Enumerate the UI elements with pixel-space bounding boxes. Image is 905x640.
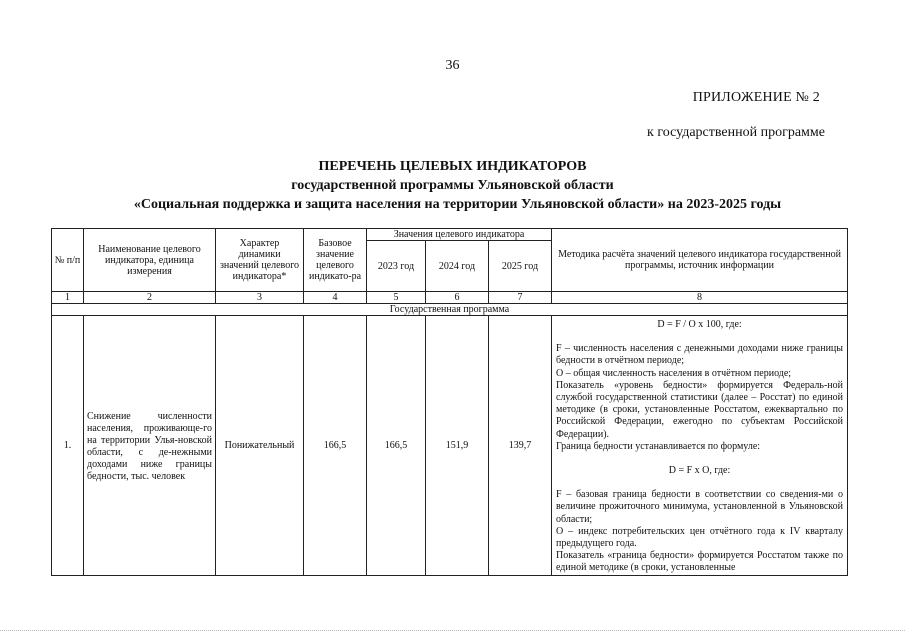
formula-1: D = F / O x 100, где: bbox=[657, 319, 742, 330]
formula-2: D = F x O, где: bbox=[668, 465, 731, 477]
indicator-2023: 166,5 bbox=[367, 316, 426, 576]
col-number: 1 bbox=[52, 292, 84, 304]
indicator-2024: 151,9 bbox=[426, 316, 489, 576]
indicator-method bbox=[552, 316, 848, 576]
column-number-row bbox=[52, 292, 848, 304]
method-paragraph: Показатель «граница бедности» формируется Росстатом также по единой методике (в сроки, установленные bbox=[556, 550, 843, 574]
scan-artifact-line bbox=[0, 630, 905, 632]
header-num: № п/п bbox=[52, 229, 84, 292]
header-base: Базовое значение целевого индикато-ра bbox=[304, 229, 367, 292]
header-method: Методика расчёта значений целевого индикатора государственной программы, источник информации bbox=[552, 229, 848, 292]
header-2023: 2023 год bbox=[367, 241, 426, 292]
section-title: Государственная программа bbox=[52, 304, 848, 316]
header-name: Наименование целевого индикатора, единица измерения bbox=[84, 229, 216, 292]
indicator-base: 166,5 bbox=[304, 316, 367, 576]
row-num: 1. bbox=[52, 316, 84, 576]
table-row bbox=[52, 316, 848, 576]
header-dynamics: Характер динамики значений целевого индикатора* bbox=[216, 229, 304, 292]
col-number: 5 bbox=[367, 292, 426, 304]
indicators-table bbox=[51, 228, 848, 576]
method-paragraph: О – общая численность населения в отчётном периоде; bbox=[556, 367, 792, 379]
method-paragraph: F – численность населения с денежными доходами ниже границы бедности в отчётном периоде; bbox=[556, 343, 843, 367]
heading-line-2: государственной программы Ульяновской области bbox=[291, 178, 614, 193]
appendix-title: ПРИЛОЖЕНИЕ № 2 bbox=[692, 90, 820, 105]
appendix-subtitle: к государственной программе bbox=[647, 125, 825, 140]
col-number: 7 bbox=[489, 292, 552, 304]
header-2025: 2025 год bbox=[489, 241, 552, 292]
heading-line-1: ПЕРЕЧЕНЬ ЦЕЛЕВЫХ ИНДИКАТОРОВ bbox=[318, 159, 587, 174]
page-number: 36 bbox=[445, 58, 460, 73]
indicator-2025: 139,7 bbox=[489, 316, 552, 576]
heading-line-3: «Социальная поддержка и защита населения на территории Ульяновской области» на 2023-2025 годы bbox=[133, 197, 782, 212]
col-number: 6 bbox=[426, 292, 489, 304]
header-2024: 2024 год bbox=[426, 241, 489, 292]
method-paragraph: F – базовая граница бедности в соответствии со сведения-ми о величине прожиточного минимума, установленной в Ульяновской области; bbox=[556, 489, 843, 525]
indicator-name: Снижение численности населения, проживающе-го на территории Улья-новской области, с де-нежными доходами ниже границы бедности, тыс. человек bbox=[84, 316, 216, 576]
indicator-dynamics: Понижательный bbox=[216, 316, 304, 576]
method-paragraph: О – индекс потребительских цен отчётного года к IV кварталу предыдущего года. bbox=[556, 525, 843, 550]
col-number: 2 bbox=[84, 292, 216, 304]
document-heading bbox=[0, 157, 905, 214]
col-number: 3 bbox=[216, 292, 304, 304]
method-paragraph: Показатель «уровень бедности» формируется Федераль-ной службой государственной статистики (далее – Росстат) по единой методике (в сроки, установленные Росстатом, ежеквартально по Российской Федерации, ежегодно по субъектам Российской Федерации). bbox=[556, 379, 843, 440]
method-paragraph: Граница бедности устанавливается по формуле: bbox=[556, 440, 761, 452]
col-number: 4 bbox=[304, 292, 367, 304]
col-number: 8 bbox=[552, 292, 848, 304]
header-values-group: Значения целевого индикатора bbox=[367, 229, 552, 241]
